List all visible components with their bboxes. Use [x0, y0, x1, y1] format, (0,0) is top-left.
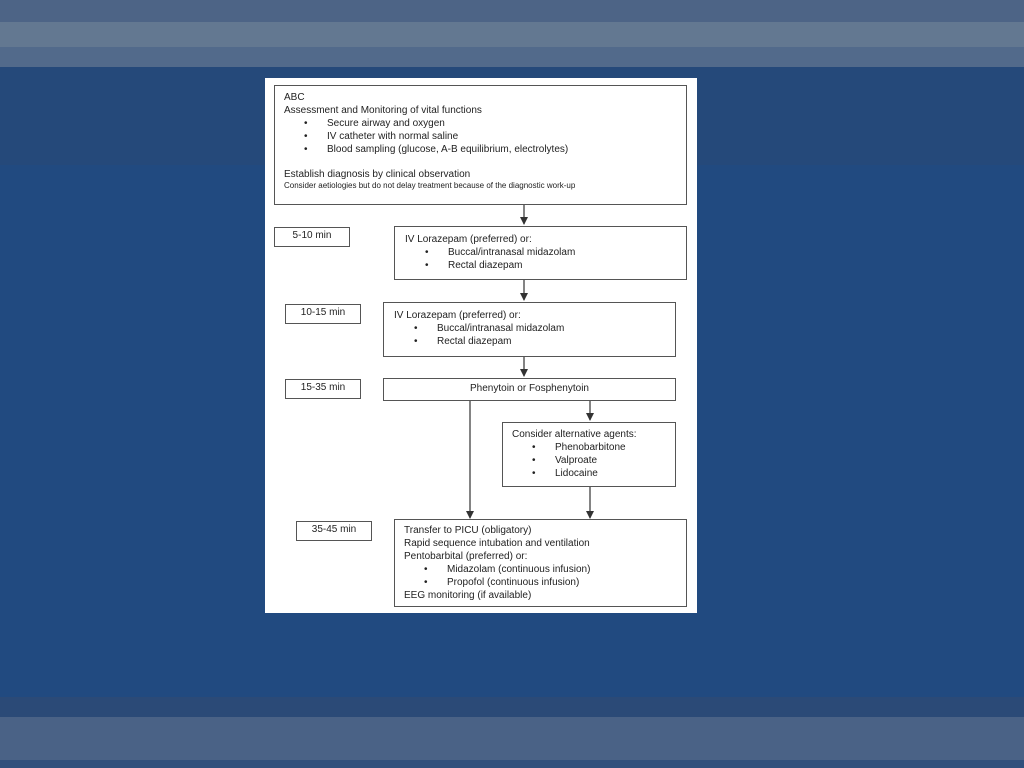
phenytoin-box: Phenytoin or Fosphenytoin: [383, 378, 676, 401]
eeg-line: EEG monitoring (if available): [404, 590, 532, 601]
lorazepam-title-2: IV Lorazepam (preferred) or:: [394, 310, 521, 321]
header-band-mid: [0, 47, 1024, 67]
infusion-list: [404, 563, 677, 589]
aetiology-note: Consider aetiologies but do not delay treatment because of the diagnostic work-up: [284, 181, 576, 190]
list-item: • Propofol (continuous infusion): [447, 576, 677, 589]
list-item: • Phenobarbitone: [555, 441, 666, 454]
assessment-subtitle: Assessment and Monitoring of vital functions: [284, 105, 482, 116]
time-label-15-35: 15-35 min: [285, 379, 361, 399]
list-item: • Secure airway and oxygen: [327, 117, 677, 130]
time-label-10-15: 10-15 min: [285, 304, 361, 324]
picu-line: Transfer to PICU (obligatory): [404, 525, 532, 536]
alternatives-title: Consider alternative agents:: [512, 429, 637, 440]
intubation-line: Rapid sequence intubation and ventilation: [404, 538, 590, 549]
list-item: • Midazolam (continuous infusion): [447, 563, 677, 576]
assessment-list: [284, 117, 677, 156]
alternatives-list: [512, 441, 666, 480]
alternatives-box: [502, 422, 676, 487]
list-item: • Buccal/intranasal midazolam: [448, 246, 676, 259]
list-item: • Buccal/intranasal midazolam: [437, 322, 665, 335]
list-item: • Lidocaine: [555, 467, 666, 480]
lorazepam-list-1: [405, 246, 676, 272]
list-item: • Valproate: [555, 454, 666, 467]
pentobarbital-line: Pentobarbital (preferred) or:: [404, 551, 528, 562]
assessment-box: [274, 85, 687, 205]
flowchart: [265, 78, 697, 613]
footer-band-bottom: [0, 760, 1024, 768]
lorazepam-box-2: [383, 302, 676, 357]
picu-box: [394, 519, 687, 607]
list-item: • IV catheter with normal saline: [327, 130, 677, 143]
lorazepam-list-2: [394, 322, 665, 348]
list-item: • Rectal diazepam: [437, 335, 665, 348]
header-band-top: [0, 0, 1024, 22]
time-label-35-45: 35-45 min: [296, 521, 372, 541]
abc-title: ABC: [284, 92, 305, 103]
header-band-light: [0, 22, 1024, 47]
time-label-5-10: 5-10 min: [274, 227, 350, 247]
footer-band-dark: [0, 697, 1024, 717]
diagnosis-text: Establish diagnosis by clinical observation: [284, 169, 471, 180]
footer-band-light: [0, 717, 1024, 760]
lorazepam-title-1: IV Lorazepam (preferred) or:: [405, 234, 532, 245]
lorazepam-box-1: [394, 226, 687, 280]
list-item: • Blood sampling (glucose, A-B equilibrium, electrolytes): [327, 143, 677, 156]
list-item: • Rectal diazepam: [448, 259, 676, 272]
